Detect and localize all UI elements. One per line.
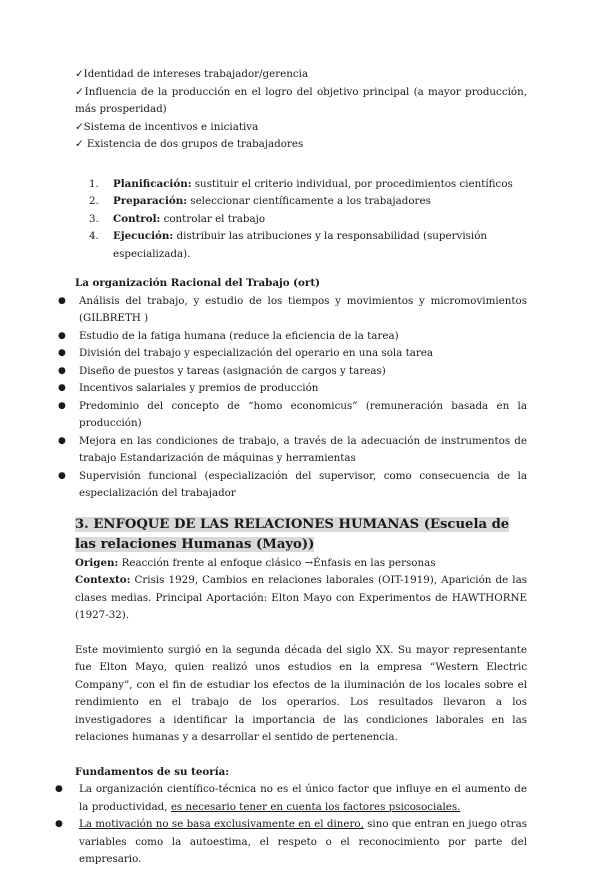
step-number: 3. — [89, 212, 99, 225]
list-item-underlined: es necesario tener en cuenta los factores psicosociales. — [170, 800, 461, 813]
step-number: 1. — [89, 177, 99, 190]
list-item — [58, 380, 527, 398]
step-number: 4. — [89, 230, 99, 242]
list-item — [58, 363, 527, 381]
step-text: seleccionar científicamente a los trabajadores — [187, 195, 431, 207]
bullet-icon: ● — [58, 295, 66, 306]
bullet-icon: ● — [58, 365, 66, 376]
contexto-text: Crisis 1929, Cambios en relaciones laborales (OIT-1919), Aparición de las clases medias. Principal Aportación: Elton Mayo con Experimentos de HAWTHORNE (1927-32). — [75, 574, 527, 621]
list-item — [58, 328, 527, 346]
list-item-text: Diseño de puestos y tareas (asignación de cargos y tareas) — [79, 364, 386, 377]
list-item — [58, 345, 527, 363]
step-term: Ejecución: — [113, 230, 174, 242]
list-item — [55, 781, 527, 816]
bullet-icon: ● — [58, 330, 66, 341]
bullet-icon: ● — [55, 819, 63, 829]
step-item — [89, 176, 527, 194]
origen-text: Reacción frente al enfoque clásico →Énfasis en las personas — [118, 556, 436, 569]
fundamentos-list — [55, 781, 527, 869]
step-term: Preparación: — [113, 195, 188, 207]
list-item — [55, 816, 527, 869]
origen-label: Origen: — [75, 556, 119, 569]
bullet-icon: ● — [58, 435, 66, 446]
step-item — [89, 193, 527, 211]
bullet-icon: ● — [58, 470, 66, 481]
list-item — [58, 293, 527, 328]
list-item-underlined: La motivación no se basa exclusivamente en el dinero, — [79, 818, 364, 830]
step-item — [89, 211, 527, 229]
contexto-line — [75, 572, 527, 625]
ort-list — [58, 293, 527, 503]
step-text: sustituir el criterio individual, por procedimientos científicos — [191, 177, 513, 190]
list-item-text: División del trabajo y especialización del operario en una sola tarea — [79, 347, 434, 359]
bullet-icon: ● — [58, 348, 66, 358]
step-text: controlar el trabajo — [160, 212, 266, 225]
step-number: 2. — [89, 195, 99, 207]
document-page — [55, 66, 527, 869]
check-item: ✓Identidad de intereses trabajador/gerencia — [75, 68, 309, 80]
list-item — [58, 468, 527, 503]
list-item-text: Estudio de la fatiga humana (reduce la eficiencia de la tarea) — [79, 329, 399, 342]
check-item: ✓ Existencia de dos grupos de trabajadores — [75, 138, 304, 150]
step-item — [89, 228, 527, 263]
origen-line — [75, 555, 527, 573]
section-heading: 3. ENFOQUE DE LAS RELACIONES HUMANAS (Escuela de las relaciones Humanas (Mayo)) — [75, 516, 510, 552]
contexto-label: Contexto: — [75, 574, 131, 586]
list-item — [58, 398, 527, 433]
check-item: ✓Sistema de incentivos e iniciativa — [75, 120, 259, 133]
list-item-text: Predominio del concepto de “homo economicus” (remuneración basada en la producción) — [79, 399, 527, 429]
bullet-icon: ● — [58, 383, 66, 393]
ort-title: La organización Racional del Trabajo (ort) — [75, 277, 320, 289]
list-item-text: Supervisión funcional (especialización del supervisor, como consecuencia de la especialización del trabajador — [79, 469, 527, 499]
list-item — [58, 433, 527, 468]
list-item-text: Incentivos salariales y premios de producción — [79, 382, 319, 394]
list-item-text: Análisis del trabajo, y estudio de los tiempos y movimientos y micromovimientos (GILBRETH ) — [79, 294, 527, 324]
step-term: Planificación: — [113, 177, 192, 190]
check-list — [75, 66, 527, 154]
check-item: ✓Influencia de la producción en el logro del objetivo principal (a mayor producción, más prosperidad) — [75, 85, 527, 115]
list-item-text: sino que entran en juego otras variables como la autoestima, el respeto o el reconocimiento por parte del empresario. — [79, 818, 527, 865]
list-item-text: Mejora en las condiciones de trabajo, a través de la adecuación de instrumentos de trabajo Estandarización de máquinas y herramientas — [79, 434, 527, 464]
fundamentos-title: Fundamentos de su teoría: — [75, 765, 230, 778]
step-term: Control: — [113, 212, 161, 225]
bullet-icon: ● — [55, 784, 63, 794]
section-heading-wrap — [75, 515, 527, 555]
step-text: distribuir las atribuciones y la responsabilidad (supervisión especializada). — [113, 230, 488, 260]
list-item-text: La organización científico-técnica no es el único factor que influye en el aumento de la productividad, — [79, 783, 527, 813]
bullet-icon: ● — [58, 400, 66, 411]
steps-list — [75, 176, 527, 264]
body-paragraph: Este movimiento surgió en la segunda década del siglo XX. Su mayor representante fue Elton Mayo, quien realizó unos estudios en la empresa “Western Electric Company”, con el fin de estudiar los efectos de la iluminación de los locales sobre el rendimiento en el trabajo de los operarios. Los resultados llevaron a los investigadores a identificar la importancia de las condiciones laborales en las relaciones humanas y a desarrollar el sentido de pertenencia. — [75, 643, 527, 743]
